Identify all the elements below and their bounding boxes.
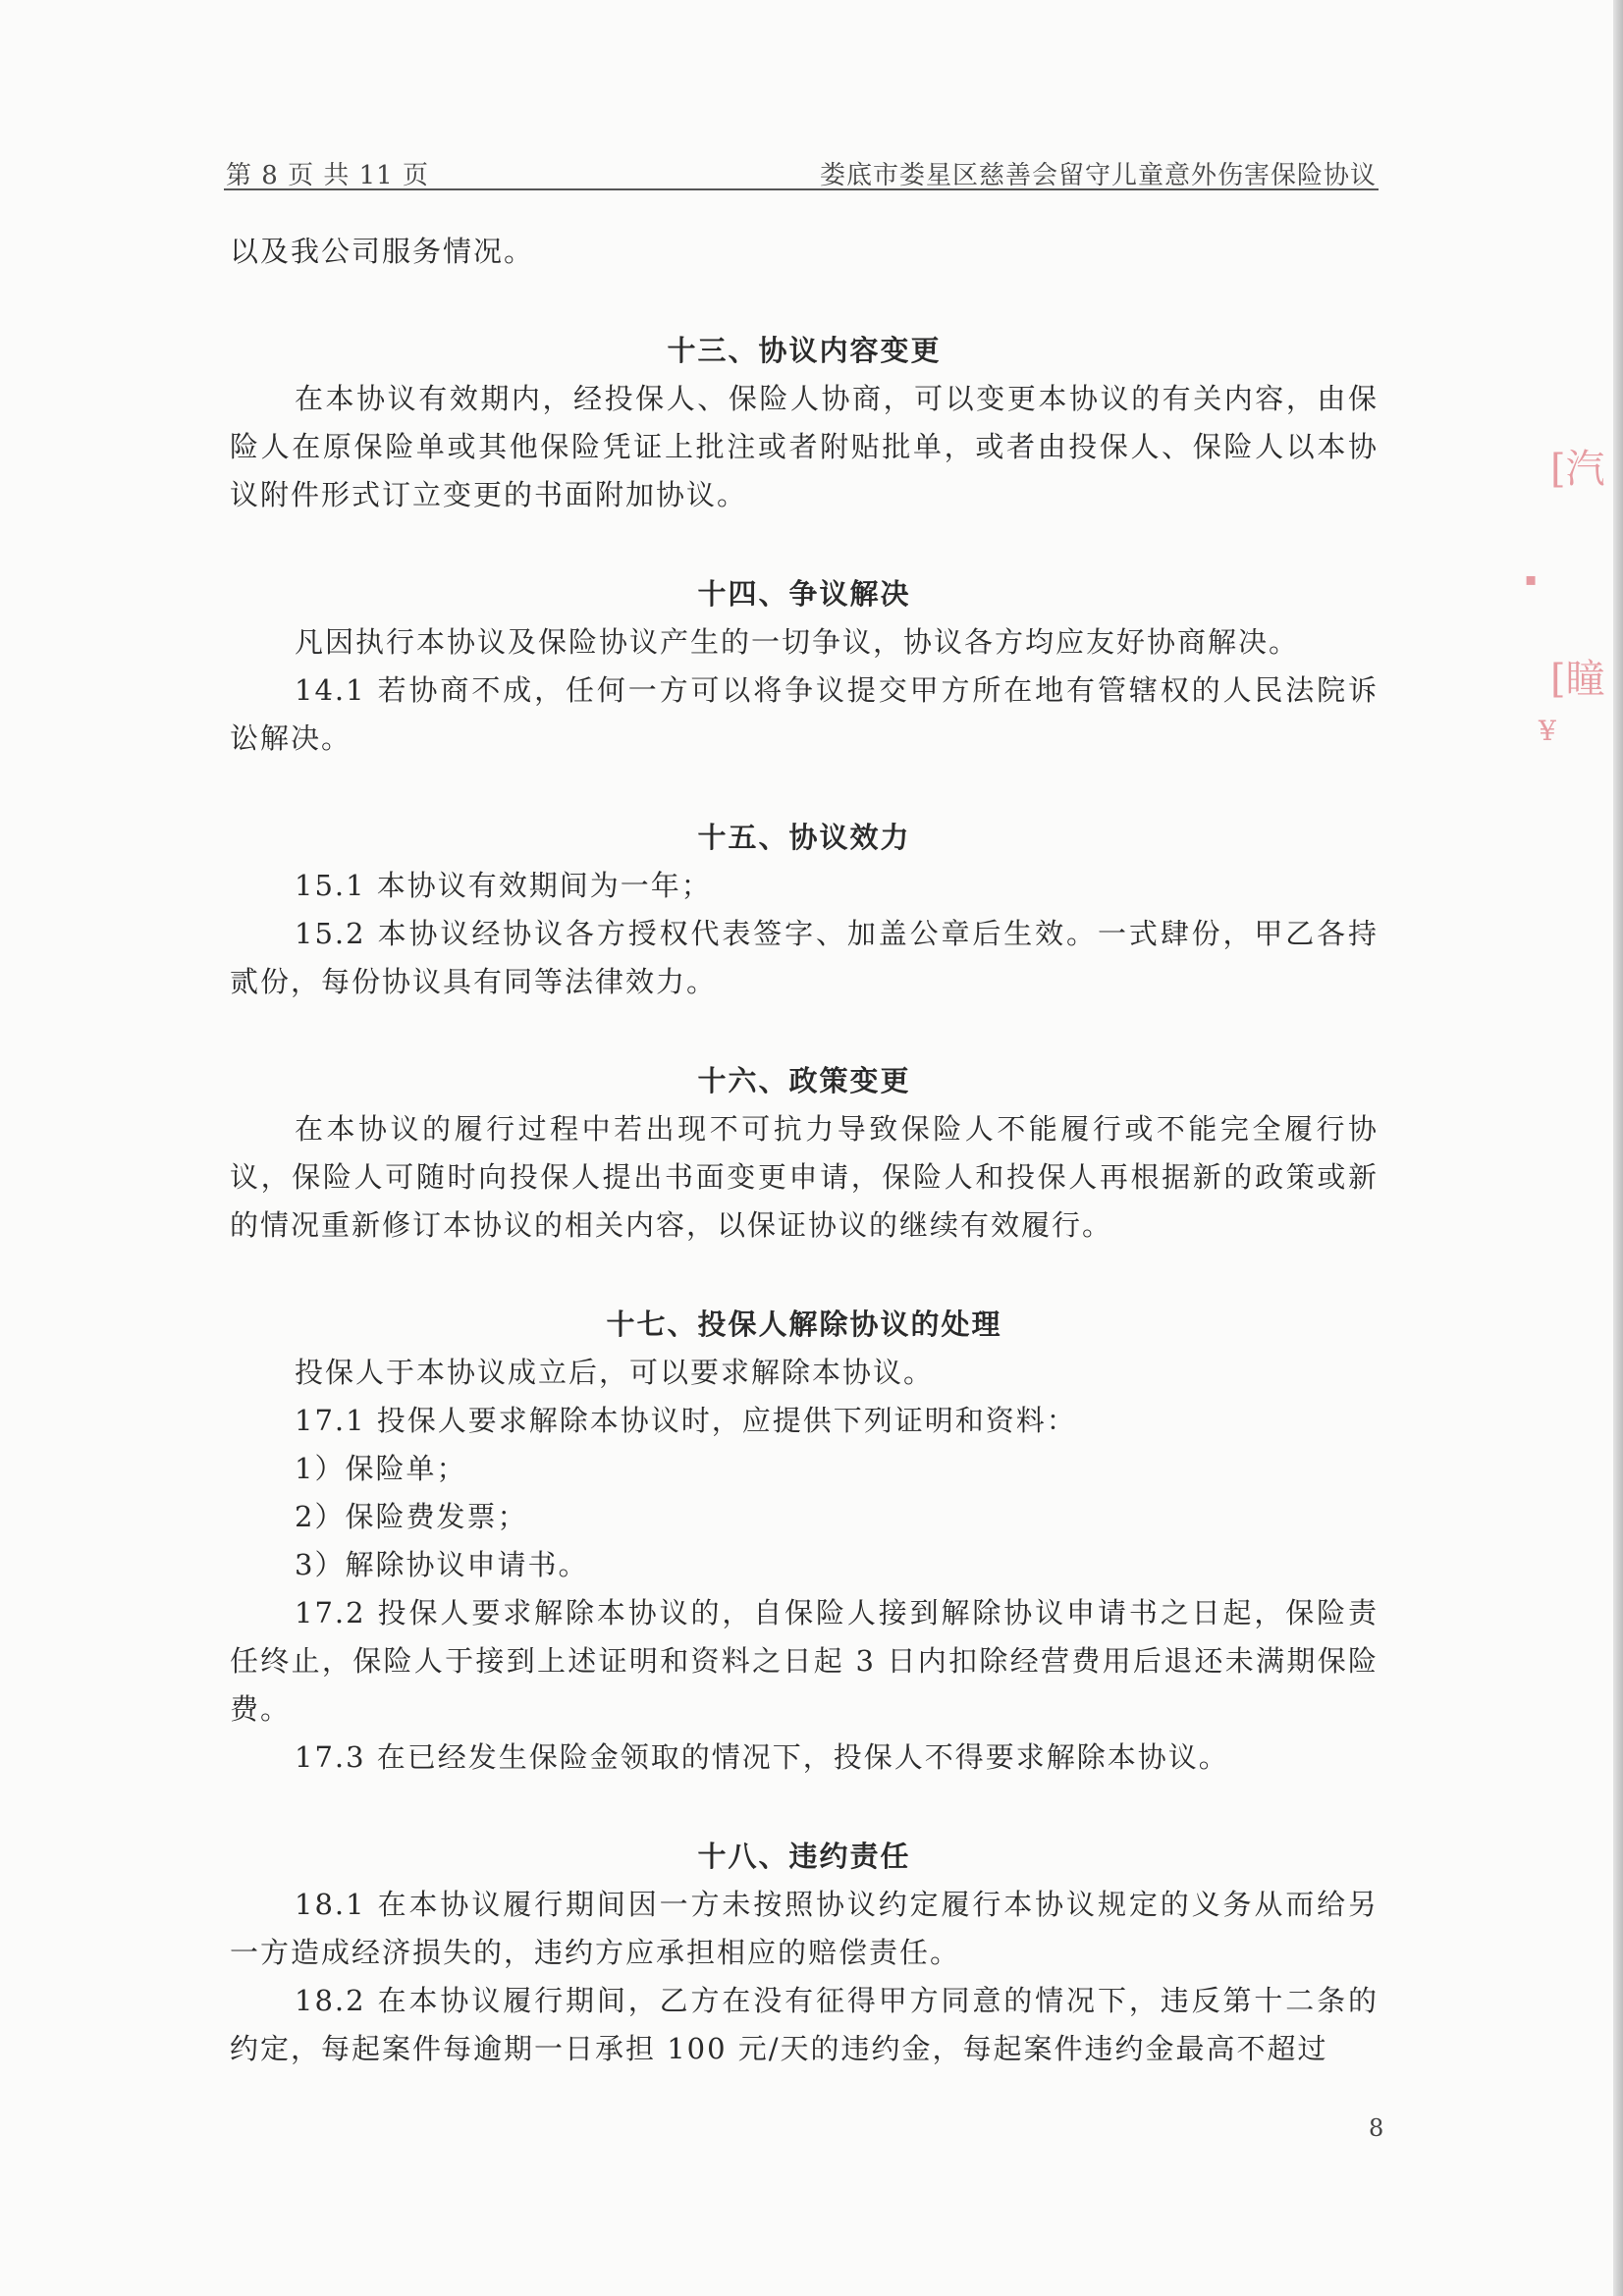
paragraph: 在本协议的履行过程中若出现不可抗力导致保险人不能履行或不能完全履行协议，保险人可随时向投保人提出书面变更申请，保险人和投保人再根据新的政策或新的情况重新修订本协议的相关内容，以保证协议的继续有效履行。 <box>230 1112 1379 1242</box>
section-14-title: 十四、争议解决 <box>697 577 911 611</box>
paragraph: 17.3 在已经发生保险金领取的情况下，投保人不得要求解除本协议。 <box>295 1740 1229 1774</box>
paragraph: 在本协议有效期内，经投保人、保险人协商，可以变更本协议的有关内容，由保险人在原保险单或其他保险凭证上批注或者附贴批单，或者由投保人、保险人以本协议附件形式订立变更的书面附加协议。 <box>230 382 1379 511</box>
paragraph: 投保人于本协议成立后，可以要求解除本协议。 <box>295 1356 935 1389</box>
paragraph: 15.1 本协议有效期间为一年； <box>295 869 712 902</box>
section-16-title: 十六、政策变更 <box>697 1064 911 1097</box>
document-title: 娄底市娄星区慈善会留守儿童意外伤害保险协议 <box>819 161 1377 190</box>
seal-fragment: ▪ <box>1525 569 1538 590</box>
page-header <box>224 155 1379 190</box>
seal-fragment: ¥ <box>1539 715 1556 747</box>
document-body <box>230 228 1379 2073</box>
seal-fragment: [汽 <box>1550 447 1605 492</box>
page-edge <box>1613 0 1623 2296</box>
list-item: 1）保险单； <box>295 1452 467 1485</box>
intro-line: 以及我公司服务情况。 <box>230 235 535 268</box>
paragraph: 17.1 投保人要求解除本协议时，应提供下列证明和资料： <box>295 1404 1077 1437</box>
paragraph: 14.1 若协商不成，任何一方可以将争议提交甲方所在地有管辖权的人民法院诉讼解决。 <box>230 673 1379 755</box>
list-item: 3）解除协议申请书。 <box>295 1548 589 1581</box>
section-18-title: 十八、违约责任 <box>697 1840 911 1873</box>
section-17-title: 十七、投保人解除协议的处理 <box>606 1308 1002 1341</box>
paragraph: 15.2 本协议经协议各方授权代表签字、加盖公章后生效。一式肆份，甲乙各持贰份，每份协议具有同等法律效力。 <box>230 917 1379 998</box>
paragraph: 18.1 在本协议履行期间因一方未按照协议约定履行本协议规定的义务从而给另一方造成经济损失的，违约方应承担相应的赔偿责任。 <box>230 1888 1379 1969</box>
paragraph: 18.2 在本协议履行期间，乙方在没有征得甲方同意的情况下，违反第十二条的约定，每起案件每逾期一日承担 100 元/天的违约金，每起案件违约金最高不超过 <box>230 1984 1379 2065</box>
list-item: 2）保险费发票； <box>295 1500 528 1533</box>
page-info: 第 8 页 共 11 页 <box>226 161 429 190</box>
paragraph: 凡因执行本协议及保险协议产生的一切争议，协议各方均应友好协商解决。 <box>295 625 1300 659</box>
section-13-title: 十三、协议内容变更 <box>667 334 942 367</box>
page-number: 8 <box>1369 2114 1384 2142</box>
paragraph: 17.2 投保人要求解除本协议的，自保险人接到解除协议申请书之日起，保险责任终止，保险人于接到上述证明和资料之日起 3 日内扣除经营费用后退还未满期保险费。 <box>230 1596 1379 1726</box>
seal-fragment: [瞳 <box>1550 657 1605 702</box>
section-15-title: 十五、协议效力 <box>697 821 911 854</box>
